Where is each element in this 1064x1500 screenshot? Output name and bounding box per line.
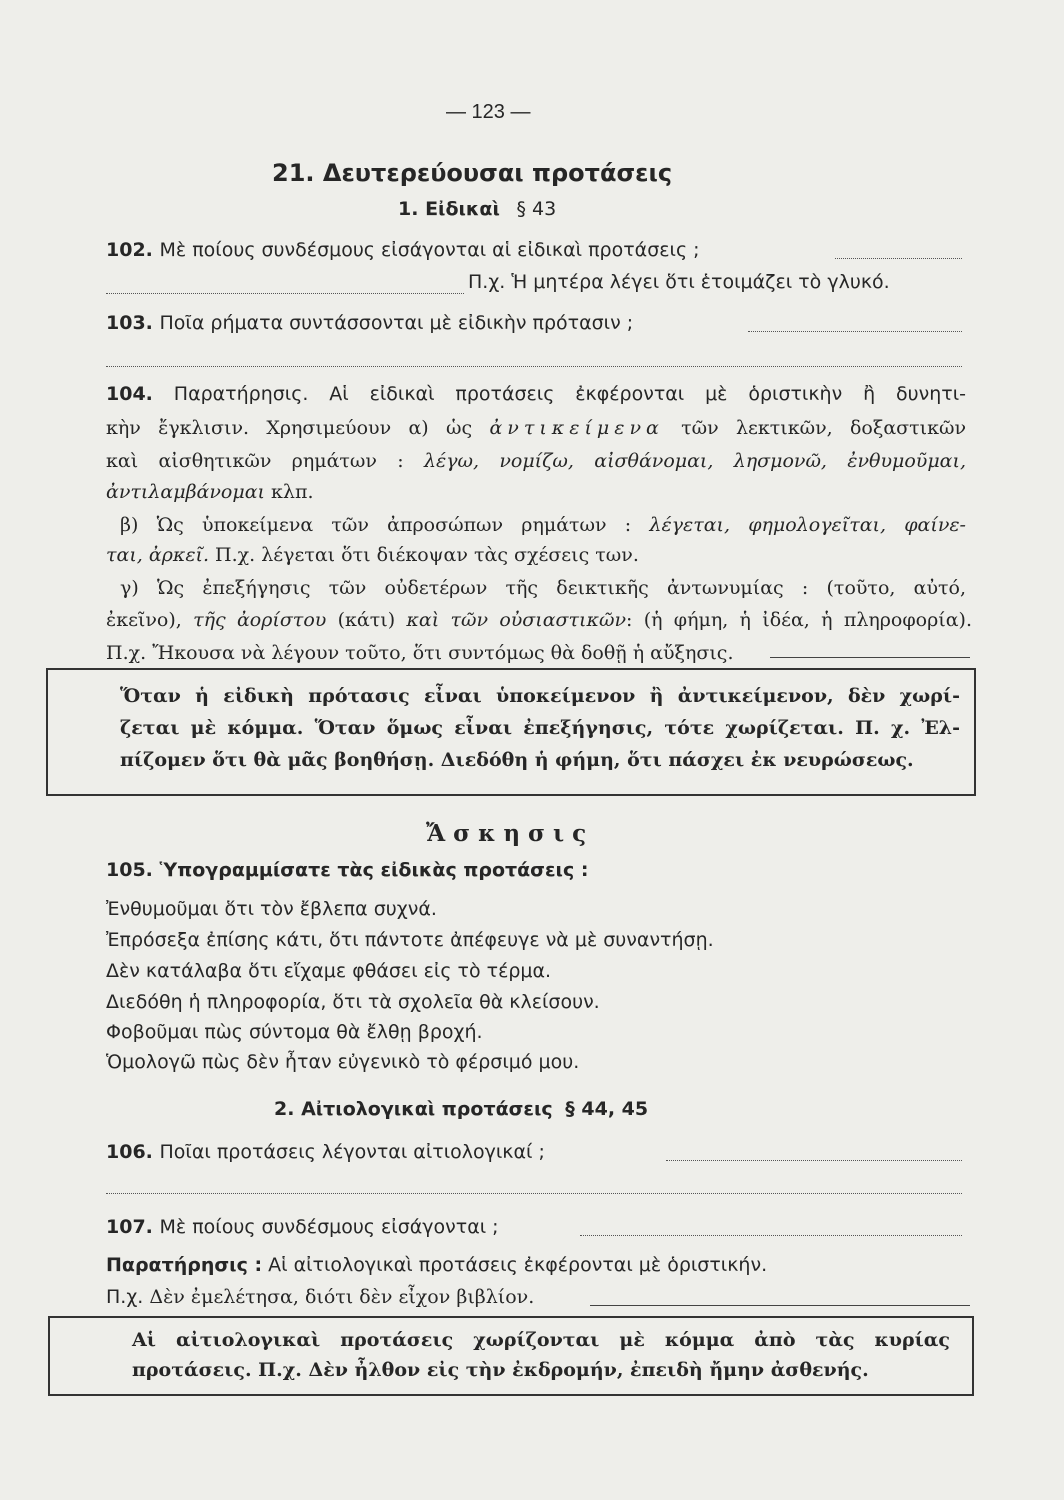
question-107: [106, 1215, 499, 1239]
verb-examples: λέγεται, φημολογεῖται, φαίνε-: [649, 514, 966, 536]
question-text: Μὲ ποίους συνδέσμους εἰσάγονται ;: [159, 1216, 499, 1238]
text-span: (τοῦτο, αὐτό,: [826, 577, 966, 599]
text-span: τῶν λεκτικῶν, δοξαστικῶν: [663, 417, 967, 439]
question-number: 107.: [106, 1216, 153, 1238]
section-1-ref: § 43: [516, 198, 557, 220]
question-number: 106.: [106, 1141, 153, 1163]
text-span: κὴν ἔγκλισιν. Χρησιμεύουν α) ὡς: [106, 417, 490, 439]
exercise-sentence[interactable]: Ἐνθυμοῦμαι ὅτι τὸν ἔβλεπα συχνά.: [106, 898, 437, 920]
section-2-heading: [274, 1097, 648, 1121]
section-2-title: Αἰτιολογικαὶ προτάσεις: [301, 1098, 553, 1120]
remark-104-line-6: [106, 543, 639, 567]
divider: [770, 657, 970, 658]
text-span: καὶ τῶν οὐσιαστικῶν: [406, 609, 626, 631]
rule-box-2-line-1: Αἱ αἰτιολογικαὶ προτάσεις χωρίζονται μὲ κόμμα ἀπὸ τὰς κυρίας: [132, 1329, 950, 1351]
text-span: Π.χ.: [106, 1286, 150, 1308]
answer-line[interactable]: [106, 293, 464, 294]
exercise-sentence[interactable]: Ἐπρόσεξα ἐπίσης κάτι, ὅτι πάντοτε ἀπέφευγε νὰ μὲ συναντήσῃ.: [106, 929, 714, 951]
divider: [590, 1305, 970, 1306]
question-text: Μὲ ποίους συνδέσμους εἰσάγονται αἱ εἰδικαὶ προτάσεις ;: [159, 239, 700, 261]
question-103: [106, 311, 633, 335]
remark-104-line-2: [106, 416, 966, 440]
section-2-number: 2.: [274, 1098, 295, 1120]
section-1-title: Εἰδικαὶ: [425, 198, 500, 220]
exercise-sentence[interactable]: Ὁμολογῶ πὼς δὲν ἦταν εὐγενικὸ τὸ φέρσιμό μου.: [106, 1051, 580, 1073]
question-text: Ὑπογραμμίσατε τὰς εἰδικὰς προτάσεις :: [159, 859, 589, 881]
text-span: Π.χ.: [106, 642, 153, 664]
question-106: [106, 1140, 545, 1164]
question-text: Ποῖαι προτάσεις λέγονται αἰτιολογικαί ;: [159, 1141, 545, 1163]
text-span: (κάτι): [326, 609, 407, 631]
emphasis-objects: ἀντικείμενα: [489, 417, 664, 439]
remark-label: Παρατήρησις :: [106, 1254, 263, 1276]
text-span: Ἤκουσα νὰ λέγουν τοῦτο, ὅτι συντόμως θὰ δοθῇ ἡ αὔξησις.: [152, 642, 734, 664]
rule-box-1-line-1: Ὅταν ἡ εἰδικὴ πρότασις εἶναι ὑποκείμενον ἢ ἀντικείμενον, δὲν χωρί-: [120, 685, 960, 707]
text-span: τῆς ἀορίστου: [193, 609, 327, 631]
section-2-ref: § 44, 45: [565, 1098, 649, 1120]
answer-line[interactable]: [835, 258, 962, 259]
answer-line[interactable]: [106, 1193, 962, 1194]
remark-text: Παρατήρησις. Αἱ εἰδικαὶ προτάσεις ἐκφέρονται μὲ ὁριστικὴν ἢ δυνητι-: [173, 383, 966, 405]
exercises-title: Ἄσκησις: [426, 820, 595, 847]
answer-line[interactable]: [106, 366, 962, 367]
remark-2-line-1: [106, 1253, 767, 1277]
remark-104-line-9: [106, 641, 733, 665]
remark-104-line-1: [106, 382, 966, 406]
rule-box-1: [46, 668, 976, 796]
exercise-sentence[interactable]: Δὲν κατάλαβα ὅτι εἴχαμε φθάσει εἰς τὸ τέρμα.: [106, 960, 552, 982]
remark-104-line-8: [106, 608, 972, 632]
text-span: γ) Ὡς ἐπεξήγησις τῶν οὐδετέρων τῆς δεικτικῆς ἀντωνυμίας :: [120, 577, 827, 599]
page-number: — 123 —: [446, 101, 531, 123]
question-105: [106, 858, 588, 882]
remark-104-line-4: [106, 480, 313, 504]
text-span: καὶ αἰσθητικῶν ρημάτων :: [106, 450, 424, 472]
text-span: ἐκεῖνο),: [106, 609, 194, 631]
question-number: 103.: [106, 312, 153, 334]
remark-2-line-2: [106, 1285, 534, 1309]
rule-box-2: [48, 1316, 974, 1396]
answer-line[interactable]: [666, 1160, 962, 1161]
text-span: Δὲν ἐμελέτησα, διότι δὲν εἶχον βιβλίον.: [149, 1286, 535, 1308]
section-1-number: 1.: [398, 198, 419, 220]
exercise-sentence[interactable]: Φοβοῦμαι πὼς σύντομα θὰ ἔλθῃ βροχή.: [106, 1021, 483, 1043]
section-1-heading: [398, 197, 556, 221]
question-number: 105.: [106, 859, 153, 881]
remark-text: Αἱ αἰτιολογικαὶ προτάσεις ἐκφέρονται μὲ ὁριστικήν.: [268, 1254, 768, 1276]
question-102: [106, 238, 700, 262]
remark-104-line-3: [106, 449, 966, 473]
answer-line[interactable]: [748, 331, 962, 332]
rule-box-2-line-2: προτάσεις. Π.χ. Δὲν ἦλθον εἰς τὴν ἐκδρομήν, ἐπειδὴ ἤμην ἀσθενής.: [132, 1359, 869, 1381]
remark-104-line-7: [120, 576, 966, 600]
verb-examples: ται, ἀρκεῖ.: [106, 544, 210, 566]
text-span: β) Ὡς ὑποκείμενα τῶν ἀπροσώπων ρημάτων :: [120, 514, 650, 536]
question-text: Ποῖα ρήματα συντάσσονται μὲ εἰδικὴν πρότασιν ;: [159, 312, 634, 334]
remark-104-line-5: [120, 513, 966, 537]
text-span: : (ἡ φήμη, ἡ ἰδέα, ἡ πληροφορία).: [626, 609, 972, 631]
chapter-title: 21. Δευτερεύουσαι προτάσεις: [272, 159, 673, 187]
answer-line[interactable]: [580, 1235, 962, 1236]
question-number: 102.: [106, 239, 153, 261]
text-span: κλπ.: [265, 481, 314, 503]
question-102-example: Π.χ. Ἡ μητέρα λέγει ὅτι ἑτοιμάζει τὸ γλυκό.: [468, 271, 890, 293]
verb-examples: ἀντιλαμβάνομαι: [106, 481, 265, 503]
rule-box-1-line-2: ζεται μὲ κόμμα. Ὅταν ὅμως εἶναι ἐπεξήγησις, τότε χωρίζεται. Π. χ. Ἐλ-: [120, 717, 960, 739]
rule-box-1-line-3: πίζομεν ὅτι θὰ μᾶς βοηθήσῃ. Διεδόθη ἡ φήμη, ὅτι πάσχει ἐκ νευρώσεως.: [120, 749, 914, 771]
text-span: Π.χ. λέγεται ὅτι διέκοψαν τὰς σχέσεις των.: [209, 544, 639, 566]
remark-number: 104.: [106, 383, 153, 405]
verb-examples: λέγω, νομίζω, αἰσθάνομαι, λησμονῶ, ἐνθυμοῦμαι,: [423, 450, 966, 472]
exercise-sentence[interactable]: Διεδόθη ἡ πληροφορία, ὅτι τὰ σχολεῖα θὰ κλείσουν.: [106, 991, 600, 1013]
